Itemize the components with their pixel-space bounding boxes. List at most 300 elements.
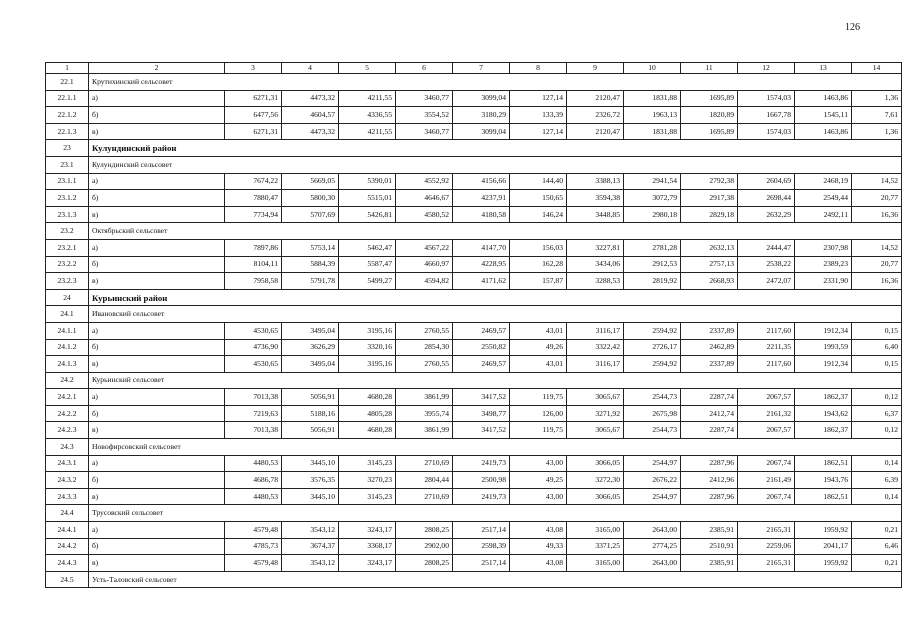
value-cell: 2259,06 (738, 538, 795, 555)
value-cell: 2594,92 (624, 356, 681, 373)
value-cell: 126,00 (510, 405, 567, 422)
settlement-row (46, 223, 902, 240)
value-cell: 5707,69 (282, 206, 339, 223)
value-cell: 1912,34 (795, 356, 852, 373)
data-row (46, 488, 902, 505)
value-cell: 2829,18 (681, 206, 738, 223)
value-cell: 1831,88 (624, 90, 681, 107)
settlement-name: Кулундинский сельсовет (89, 156, 902, 173)
value-cell: 3576,35 (282, 472, 339, 489)
value-cell: 2462,89 (681, 339, 738, 356)
value-cell: 2165,31 (738, 522, 795, 539)
value-cell: 3270,23 (339, 472, 396, 489)
value-cell: 3165,00 (567, 522, 624, 539)
variant-letter: в) (89, 488, 225, 505)
value-cell: 2419,73 (453, 488, 510, 505)
row-code: 24.2.2 (46, 405, 89, 422)
settlement-row (46, 306, 902, 323)
row-code: 23.1.1 (46, 173, 89, 190)
value-cell: 3145,23 (339, 488, 396, 505)
column-number-5: 5 (339, 63, 396, 74)
column-number-row (46, 63, 902, 74)
value-cell: 1463,86 (795, 123, 852, 140)
value-cell: 3180,29 (453, 107, 510, 124)
value-cell: 4530,65 (225, 322, 282, 339)
value-cell: 162,28 (510, 256, 567, 273)
value-cell: 2412,96 (681, 472, 738, 489)
value-cell: 3320,16 (339, 339, 396, 356)
value-cell: 5753,14 (282, 239, 339, 256)
value-cell: 156,03 (510, 239, 567, 256)
value-cell: 2668,93 (681, 273, 738, 290)
value-cell: 3448,85 (567, 206, 624, 223)
value-cell: 2517,14 (453, 555, 510, 572)
value-cell: 2808,25 (396, 522, 453, 539)
variant-letter: в) (89, 555, 225, 572)
value-cell: 1943,76 (795, 472, 852, 489)
value-cell: 3165,00 (567, 555, 624, 572)
value-cell: 3594,38 (567, 190, 624, 207)
value-cell: 2544,73 (624, 422, 681, 439)
value-cell: 4686,78 (225, 472, 282, 489)
value-cell: 1943,62 (795, 405, 852, 422)
value-cell: 2517,14 (453, 522, 510, 539)
value-cell: 2757,13 (681, 256, 738, 273)
value-cell: 3243,17 (339, 522, 396, 539)
value-cell: 2594,92 (624, 322, 681, 339)
value-cell: 3145,23 (339, 455, 396, 472)
value-cell: 1,36 (852, 123, 902, 140)
row-code: 24.1.3 (46, 356, 89, 373)
data-row (46, 538, 902, 555)
value-cell: 16,36 (852, 206, 902, 223)
value-cell: 0,12 (852, 422, 902, 439)
value-cell: 0,15 (852, 356, 902, 373)
data-row (46, 389, 902, 406)
row-code: 24.3.1 (46, 455, 89, 472)
value-cell: 3417,52 (453, 389, 510, 406)
value-cell: 2941,54 (624, 173, 681, 190)
column-number-1: 1 (46, 63, 89, 74)
value-cell: 2804,44 (396, 472, 453, 489)
variant-letter: в) (89, 422, 225, 439)
settlement-name: Новофирсовский сельсовет (89, 439, 902, 456)
value-cell: 0,15 (852, 322, 902, 339)
value-cell: 2468,19 (795, 173, 852, 190)
value-cell: 2604,69 (738, 173, 795, 190)
column-number-12: 12 (738, 63, 795, 74)
value-cell: 4552,92 (396, 173, 453, 190)
variant-letter: в) (89, 123, 225, 140)
value-cell: 6,37 (852, 405, 902, 422)
value-cell: 7,61 (852, 107, 902, 124)
value-cell: 1993,59 (795, 339, 852, 356)
value-cell: 6,40 (852, 339, 902, 356)
data-row (46, 472, 902, 489)
value-cell: 4480,53 (225, 488, 282, 505)
value-cell: 7958,58 (225, 273, 282, 290)
value-cell: 1463,86 (795, 90, 852, 107)
column-number-2: 2 (89, 63, 225, 74)
row-code: 24.5 (46, 571, 89, 588)
value-cell: 4237,91 (453, 190, 510, 207)
row-code: 24.2.3 (46, 422, 89, 439)
value-cell: 3498,77 (453, 405, 510, 422)
value-cell: 20,77 (852, 256, 902, 273)
value-cell: 4211,55 (339, 90, 396, 107)
settlement-name: Ивановский сельсовет (89, 306, 902, 323)
value-cell: 4680,28 (339, 422, 396, 439)
value-cell: 3371,25 (567, 538, 624, 555)
value-cell: 2287,96 (681, 488, 738, 505)
value-cell: 3434,06 (567, 256, 624, 273)
column-number-3: 3 (225, 63, 282, 74)
table-body (46, 74, 902, 588)
value-cell: 5462,47 (339, 239, 396, 256)
value-cell: 2161,32 (738, 405, 795, 422)
value-cell: 1545,11 (795, 107, 852, 124)
value-cell: 0,21 (852, 555, 902, 572)
value-cell: 5188,16 (282, 405, 339, 422)
value-cell: 2067,57 (738, 422, 795, 439)
value-cell: 157,87 (510, 273, 567, 290)
value-cell: 4579,48 (225, 522, 282, 539)
value-cell: 5515,01 (339, 190, 396, 207)
value-cell: 127,14 (510, 123, 567, 140)
value-cell: 2544,73 (624, 389, 681, 406)
row-code: 23.2.1 (46, 239, 89, 256)
value-cell: 7880,47 (225, 190, 282, 207)
value-cell: 3116,17 (567, 322, 624, 339)
value-cell: 2492,11 (795, 206, 852, 223)
value-cell: 2469,57 (453, 356, 510, 373)
row-code: 24.2.1 (46, 389, 89, 406)
row-code: 24.1.1 (46, 322, 89, 339)
value-cell: 7674,22 (225, 173, 282, 190)
value-cell: 3388,13 (567, 173, 624, 190)
value-cell: 2337,89 (681, 322, 738, 339)
value-cell: 3445,10 (282, 455, 339, 472)
row-code: 23.2 (46, 223, 89, 240)
value-cell: 2980,18 (624, 206, 681, 223)
row-code: 22.1 (46, 74, 89, 91)
value-cell: 49,26 (510, 339, 567, 356)
value-cell: 2819,92 (624, 273, 681, 290)
value-cell: 6271,31 (225, 90, 282, 107)
district-row (46, 289, 902, 306)
value-cell: 2067,57 (738, 389, 795, 406)
value-cell: 3543,12 (282, 555, 339, 572)
value-cell: 4736,90 (225, 339, 282, 356)
value-cell: 3626,29 (282, 339, 339, 356)
column-number-4: 4 (282, 63, 339, 74)
value-cell: 4228,95 (453, 256, 510, 273)
value-cell: 7013,38 (225, 422, 282, 439)
value-cell: 4473,32 (282, 123, 339, 140)
value-cell: 2632,13 (681, 239, 738, 256)
settlement-name: Октябрьский сельсовет (89, 223, 902, 240)
value-cell: 3861,99 (396, 389, 453, 406)
data-row (46, 422, 902, 439)
value-cell: 2598,39 (453, 538, 510, 555)
tariff-table (45, 62, 902, 588)
value-cell: 4171,62 (453, 273, 510, 290)
value-cell: 1695,89 (681, 123, 738, 140)
value-cell: 1862,51 (795, 488, 852, 505)
variant-letter: б) (89, 339, 225, 356)
settlement-row (46, 74, 902, 91)
value-cell: 2643,00 (624, 522, 681, 539)
value-cell: 3417,52 (453, 422, 510, 439)
row-code: 24.3.3 (46, 488, 89, 505)
value-cell: 2808,25 (396, 555, 453, 572)
value-cell: 1959,92 (795, 555, 852, 572)
value-cell: 1667,78 (738, 107, 795, 124)
row-code: 23.1.3 (46, 206, 89, 223)
column-number-11: 11 (681, 63, 738, 74)
variant-letter: б) (89, 405, 225, 422)
data-row (46, 206, 902, 223)
row-code: 24.3 (46, 439, 89, 456)
value-cell: 1862,37 (795, 422, 852, 439)
value-cell: 2412,74 (681, 405, 738, 422)
value-cell: 6,39 (852, 472, 902, 489)
settlement-row (46, 156, 902, 173)
data-row (46, 107, 902, 124)
value-cell: 1831,88 (624, 123, 681, 140)
row-code: 23.2.2 (46, 256, 89, 273)
column-number-13: 13 (795, 63, 852, 74)
column-number-7: 7 (453, 63, 510, 74)
value-cell: 2854,30 (396, 339, 453, 356)
value-cell: 2120,47 (567, 90, 624, 107)
value-cell: 14,52 (852, 173, 902, 190)
variant-letter: а) (89, 389, 225, 406)
value-cell: 2549,44 (795, 190, 852, 207)
value-cell: 16,36 (852, 273, 902, 290)
value-cell: 2469,57 (453, 322, 510, 339)
value-cell: 2710,69 (396, 455, 453, 472)
value-cell: 3116,17 (567, 356, 624, 373)
value-cell: 2419,73 (453, 455, 510, 472)
row-code: 24.1 (46, 306, 89, 323)
value-cell: 8104,11 (225, 256, 282, 273)
variant-letter: а) (89, 239, 225, 256)
variant-letter: а) (89, 522, 225, 539)
column-number-14: 14 (852, 63, 902, 74)
value-cell: 4785,73 (225, 538, 282, 555)
row-code: 24.1.2 (46, 339, 89, 356)
value-cell: 1912,34 (795, 322, 852, 339)
value-cell: 5056,91 (282, 389, 339, 406)
variant-letter: б) (89, 472, 225, 489)
column-number-10: 10 (624, 63, 681, 74)
data-row (46, 90, 902, 107)
column-number-9: 9 (567, 63, 624, 74)
value-cell: 2781,28 (624, 239, 681, 256)
data-row (46, 123, 902, 140)
value-cell: 2760,55 (396, 322, 453, 339)
settlement-name: Крутихинский сельсовет (89, 74, 902, 91)
value-cell: 2067,74 (738, 455, 795, 472)
value-cell: 2510,91 (681, 538, 738, 555)
value-cell: 4147,70 (453, 239, 510, 256)
value-cell: 4660,97 (396, 256, 453, 273)
value-cell: 0,14 (852, 488, 902, 505)
data-row (46, 190, 902, 207)
value-cell: 4646,67 (396, 190, 453, 207)
value-cell: 14,52 (852, 239, 902, 256)
value-cell: 5800,30 (282, 190, 339, 207)
value-cell: 3288,53 (567, 273, 624, 290)
data-row (46, 555, 902, 572)
value-cell: 3195,16 (339, 322, 396, 339)
value-cell: 1963,13 (624, 107, 681, 124)
value-cell: 2331,90 (795, 273, 852, 290)
value-cell: 3554,52 (396, 107, 453, 124)
data-row (46, 405, 902, 422)
row-code: 24 (46, 289, 89, 306)
value-cell: 1,36 (852, 90, 902, 107)
value-cell: 2774,25 (624, 538, 681, 555)
value-cell: 5426,81 (339, 206, 396, 223)
value-cell: 4473,32 (282, 90, 339, 107)
value-cell: 2067,74 (738, 488, 795, 505)
value-cell: 2287,74 (681, 422, 738, 439)
value-cell: 2698,44 (738, 190, 795, 207)
value-cell: 20,77 (852, 190, 902, 207)
variant-letter: б) (89, 190, 225, 207)
value-cell: 2760,55 (396, 356, 453, 373)
value-cell: 2041,17 (795, 538, 852, 555)
value-cell: 2337,89 (681, 356, 738, 373)
value-cell: 144,40 (510, 173, 567, 190)
row-code: 22.1.3 (46, 123, 89, 140)
variant-letter: а) (89, 90, 225, 107)
value-cell: 49,25 (510, 472, 567, 489)
settlement-name: Усть-Таловский сельсовет (89, 571, 902, 588)
value-cell: 2643,00 (624, 555, 681, 572)
value-cell: 2500,98 (453, 472, 510, 489)
value-cell: 4530,65 (225, 356, 282, 373)
data-row (46, 239, 902, 256)
variant-letter: б) (89, 538, 225, 555)
value-cell: 3674,37 (282, 538, 339, 555)
value-cell: 2117,60 (738, 322, 795, 339)
value-cell: 5587,47 (339, 256, 396, 273)
value-cell: 2211,35 (738, 339, 795, 356)
row-code: 24.4 (46, 505, 89, 522)
value-cell: 1695,89 (681, 90, 738, 107)
data-row (46, 339, 902, 356)
value-cell: 3099,04 (453, 123, 510, 140)
data-row (46, 356, 902, 373)
value-cell: 4579,48 (225, 555, 282, 572)
value-cell: 4680,28 (339, 389, 396, 406)
value-cell: 4567,22 (396, 239, 453, 256)
value-cell: 3460,77 (396, 123, 453, 140)
value-cell: 133,39 (510, 107, 567, 124)
value-cell: 0,12 (852, 389, 902, 406)
column-number-6: 6 (396, 63, 453, 74)
data-row (46, 455, 902, 472)
variant-letter: б) (89, 256, 225, 273)
value-cell: 2472,07 (738, 273, 795, 290)
value-cell: 3495,04 (282, 356, 339, 373)
value-cell: 0,21 (852, 522, 902, 539)
value-cell: 5669,05 (282, 173, 339, 190)
variant-letter: б) (89, 107, 225, 124)
variant-letter: в) (89, 356, 225, 373)
value-cell: 3272,30 (567, 472, 624, 489)
value-cell: 2912,53 (624, 256, 681, 273)
district-name: Курьинский район (89, 289, 902, 306)
district-row (46, 140, 902, 157)
value-cell: 43,00 (510, 455, 567, 472)
row-code: 24.4.1 (46, 522, 89, 539)
value-cell: 3065,67 (567, 389, 624, 406)
value-cell: 1820,89 (681, 107, 738, 124)
row-code: 23.2.3 (46, 273, 89, 290)
value-cell: 1862,51 (795, 455, 852, 472)
value-cell: 7219,63 (225, 405, 282, 422)
settlement-name: Трусовский сельсовет (89, 505, 902, 522)
data-row (46, 273, 902, 290)
column-number-8: 8 (510, 63, 567, 74)
value-cell: 7013,38 (225, 389, 282, 406)
row-code: 24.2 (46, 372, 89, 389)
value-cell: 1959,92 (795, 522, 852, 539)
row-code: 23.1.2 (46, 190, 89, 207)
value-cell: 4211,55 (339, 123, 396, 140)
row-code: 24.3.2 (46, 472, 89, 489)
value-cell: 2120,47 (567, 123, 624, 140)
value-cell: 2326,72 (567, 107, 624, 124)
data-row (46, 522, 902, 539)
value-cell: 2287,74 (681, 389, 738, 406)
value-cell: 5791,78 (282, 273, 339, 290)
value-cell: 3955,74 (396, 405, 453, 422)
value-cell: 2307,98 (795, 239, 852, 256)
settlement-row (46, 571, 902, 588)
value-cell: 5390,01 (339, 173, 396, 190)
value-cell: 146,24 (510, 206, 567, 223)
value-cell: 2902,00 (396, 538, 453, 555)
value-cell: 2675,98 (624, 405, 681, 422)
settlement-row (46, 372, 902, 389)
value-cell: 43,08 (510, 522, 567, 539)
value-cell: 2389,23 (795, 256, 852, 273)
value-cell: 3861,99 (396, 422, 453, 439)
value-cell: 2550,82 (453, 339, 510, 356)
settlement-row (46, 439, 902, 456)
value-cell: 2710,69 (396, 488, 453, 505)
value-cell: 119,75 (510, 422, 567, 439)
value-cell: 3243,17 (339, 555, 396, 572)
value-cell: 2917,38 (681, 190, 738, 207)
value-cell: 3066,05 (567, 488, 624, 505)
value-cell: 4480,53 (225, 455, 282, 472)
value-cell: 3543,12 (282, 522, 339, 539)
value-cell: 2632,29 (738, 206, 795, 223)
value-cell: 3195,16 (339, 356, 396, 373)
value-cell: 1574,03 (738, 90, 795, 107)
value-cell: 4594,82 (396, 273, 453, 290)
value-cell: 2538,22 (738, 256, 795, 273)
value-cell: 6477,56 (225, 107, 282, 124)
data-row (46, 173, 902, 190)
settlement-row (46, 505, 902, 522)
